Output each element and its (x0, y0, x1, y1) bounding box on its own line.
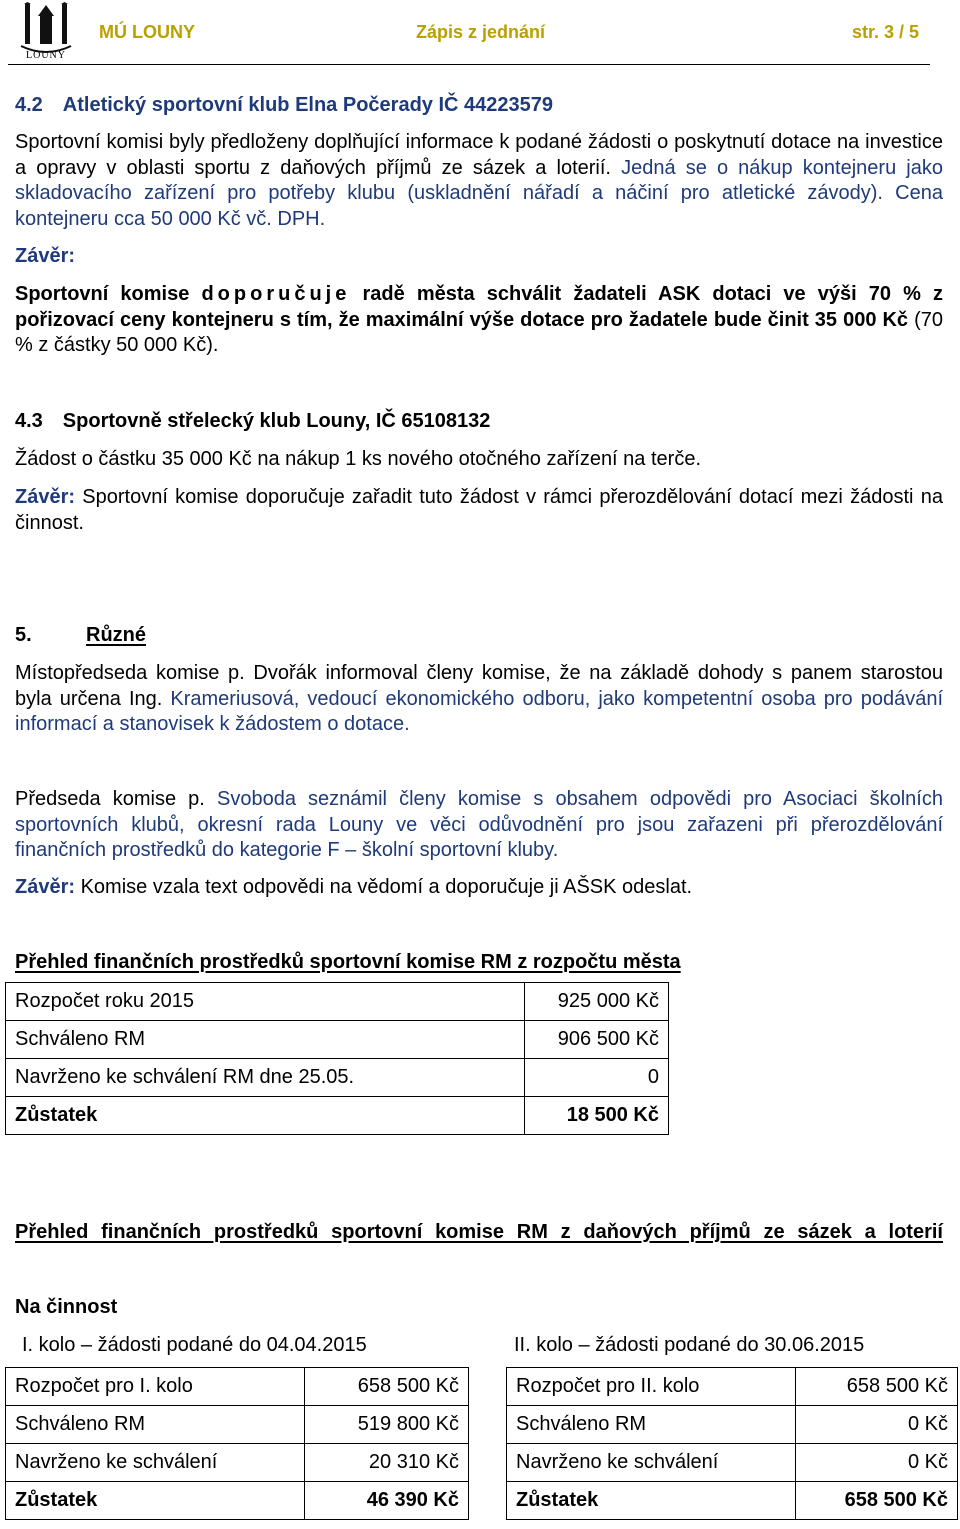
section-5-p2-b: Svoboda seznámil členy komise s obsahem odpovědi pro Asociaci školních sportovních klubů, okresní rada Louny ve věci odůvodnění pro jsou zařazeni při přerozdělování finančních prostředků do kategorie F – školní sportovní kluby. (15, 788, 943, 861)
row-value: 0 (525, 1059, 669, 1097)
row-value: 658 500 Kč (305, 1368, 469, 1406)
table-row (6, 1406, 469, 1444)
row-value: 925 000 Kč (525, 983, 669, 1021)
budget-lottery-subtitle: Na činnost (15, 1296, 118, 1318)
conclusion-text-2: radě města schválit žadateli ASK dotaci ve výši 70 % z pořizovací ceny kontejneru s tím, že maximální výše dotace pro žadatele bude činit 35 000 Kč (15, 283, 943, 331)
logo-text: LOUNY (26, 50, 66, 61)
section-4-3-zaver-label: Závěr: (15, 486, 76, 508)
row-value: 658 500 Kč (796, 1368, 958, 1406)
conclusion-text-3: (70 % z částky 50 000 Kč). (15, 308, 943, 356)
table-row (507, 1444, 958, 1482)
row-value: 18 500 Kč (525, 1097, 669, 1135)
section-5-paragraph-1 (15, 661, 943, 738)
section-4-3-zaver-text: Sportovní komise doporučuje zařadit tuto žádost v rámci přerozdělování dotací mezi žádosti na činnost. (15, 486, 943, 534)
header-doc-title: Zápis z jednání (416, 22, 546, 42)
round-2-table (506, 1367, 958, 1520)
round-2-heading: II. kolo – žádosti podané do 30.06.2015 (514, 1334, 865, 1356)
row-label: Zůstatek (6, 1097, 525, 1135)
section-4-2-text-b: Jedná se o nákup kontejneru jako skladovacího zařízení pro potřeby klubu (uskladnění nářadí a náčiní pro atletické závody). Cena kontejneru cca 50 000 Kč vč. DPH. (15, 156, 943, 230)
table-row (6, 1444, 469, 1482)
table-row (6, 983, 669, 1021)
row-value: 46 390 Kč (305, 1482, 469, 1520)
row-value: 658 500 Kč (796, 1482, 958, 1520)
round-1-heading: I. kolo – žádosti podané do 04.04.2015 (22, 1334, 367, 1356)
row-label: Navrženo ke schválení RM dne 25.05. (6, 1059, 525, 1097)
section-4-2-body (15, 130, 943, 232)
row-label: Rozpočet pro I. kolo (6, 1368, 305, 1406)
row-label: Navrženo ke schválení (6, 1444, 305, 1482)
table-row-total (6, 1482, 469, 1520)
section-4-2-text-a: Sportovní komisi byly předloženy doplňující informace k podané žádosti o poskytnutí dotace na investice a opravy v oblasti sportu z daňových příjmů ze sázek a loterií. (15, 131, 943, 179)
row-label: Zůstatek (6, 1482, 305, 1520)
logo (18, 2, 74, 62)
row-value: 20 310 Kč (305, 1444, 469, 1482)
conclusion-text-1: Sportovní komise (15, 283, 202, 305)
row-value: 519 800 Kč (305, 1406, 469, 1444)
row-value: 0 Kč (796, 1406, 958, 1444)
section-5-zaver-text: Komise vzala text odpovědi na vědomí a doporučuje ji AŠSK odeslat. (75, 876, 693, 898)
section-5-paragraph-2 (15, 787, 943, 864)
budget-lottery-title (15, 1219, 943, 1245)
section-5-p2-a: Předseda komise p. (15, 788, 217, 810)
row-label: Rozpočet pro II. kolo (507, 1368, 796, 1406)
header-divider (8, 64, 930, 65)
section-5-zaver-label: Závěr: (15, 876, 76, 898)
header-org: MÚ LOUNY (99, 22, 195, 42)
round-1-table (5, 1367, 469, 1520)
budget-city-title: Přehled finančních prostředků sportovní komise RM z rozpočtu města (15, 951, 681, 973)
section-5-title: Různé (86, 624, 146, 646)
budget-city-table (5, 982, 669, 1135)
conclusion-recommends: doporučuje (201, 283, 351, 305)
section-4-2-heading: 4.2 Atletický sportovní klub Elna Počerady IČ 44223579 (15, 94, 554, 116)
table-row-total (507, 1482, 958, 1520)
row-label: Schváleno RM (6, 1021, 525, 1059)
row-label: Schváleno RM (507, 1406, 796, 1444)
section-5-p1-a: Místopředseda komise p. Dvořák informoval členy komise, že na základě dohody s panem starostou byla určena Ing. (15, 662, 943, 710)
table-row (6, 1368, 469, 1406)
table-row (507, 1406, 958, 1444)
row-label: Zůstatek (507, 1482, 796, 1520)
table-row (507, 1368, 958, 1406)
row-label: Rozpočet roku 2015 (6, 983, 525, 1021)
budget-lottery-title-text: Přehled finančních prostředků sportovní komise RM z daňových příjmů ze sázek a loterií (15, 1221, 943, 1243)
section-4-3-conclusion (15, 485, 943, 536)
section-4-2-zaver-label: Závěr: (15, 245, 76, 267)
row-label: Schváleno RM (6, 1406, 305, 1444)
section-5-number: 5. (15, 624, 32, 646)
row-label: Navrženo ke schválení (507, 1444, 796, 1482)
table-row (6, 1059, 669, 1097)
section-5-conclusion (15, 876, 692, 899)
row-value: 906 500 Kč (525, 1021, 669, 1059)
table-row (6, 1021, 669, 1059)
section-4-2-conclusion (15, 282, 943, 359)
table-row-total (6, 1097, 669, 1135)
section-4-3-heading: 4.3 Sportovně střelecký klub Louny, IČ 65108132 (15, 410, 491, 432)
header-page: str. 3 / 5 (852, 22, 920, 42)
section-4-3-body: Žádost o částku 35 000 Kč na nákup 1 ks nového otočného zařízení na terče. (15, 448, 701, 470)
section-5-p1-b: Krameriusová, vedoucí ekonomického odboru, jako kompetentní osoba pro podávání informací a stanovisek k žádostem o dotace. (15, 687, 943, 735)
row-value: 0 Kč (796, 1444, 958, 1482)
